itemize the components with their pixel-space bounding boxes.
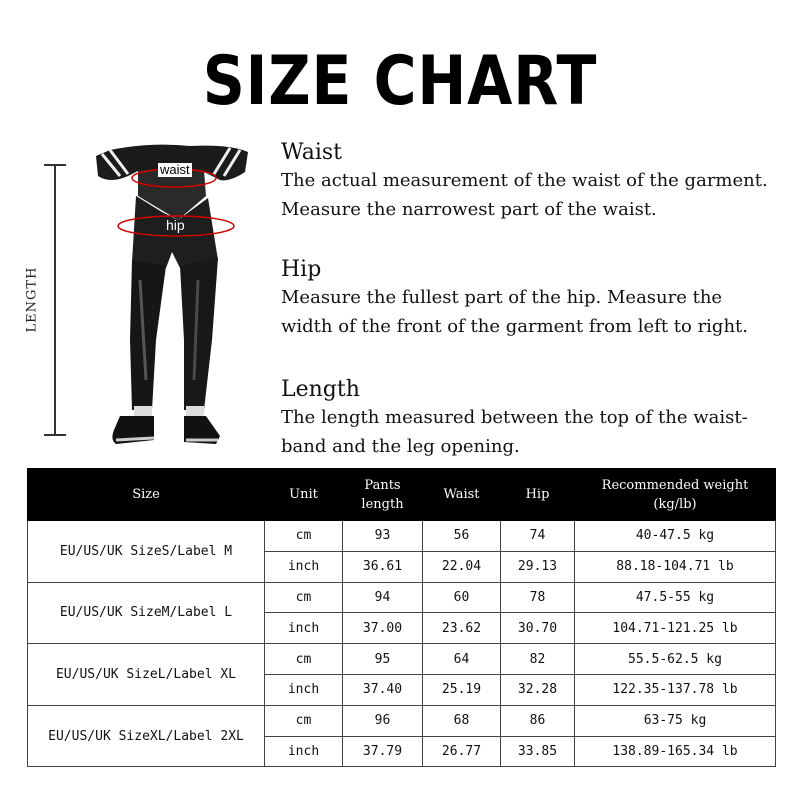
- page-title: SIZE CHART: [202, 42, 598, 121]
- length-cell: 94: [343, 582, 423, 613]
- weight-cell: 138.89-165.34 lb: [575, 736, 776, 767]
- waist-cell: 60: [423, 582, 501, 613]
- length-label: LENGTH: [24, 266, 40, 333]
- table-row: [28, 521, 776, 552]
- size-table: [27, 468, 776, 767]
- waist-cell: 56: [423, 521, 501, 552]
- unit-cell: cm: [265, 705, 343, 736]
- header-pants-length: [343, 469, 423, 521]
- hip-text-line-1: Measure the fullest part of the hip. Measure the: [281, 287, 723, 308]
- length-description: [281, 377, 791, 461]
- length-heading: Length: [281, 377, 360, 402]
- hip-cell: 82: [501, 644, 575, 675]
- waist-text-line-1: The actual measurement of the waist of the garment.: [281, 170, 768, 191]
- length-ruler-bottom-tick: [44, 434, 66, 436]
- waist-text-line-2: Measure the narrowest part of the waist.: [281, 199, 657, 220]
- unit-cell: inch: [265, 613, 343, 644]
- hip-cell: 74: [501, 521, 575, 552]
- unit-cell: cm: [265, 582, 343, 613]
- waist-cell: 22.04: [423, 551, 501, 582]
- hip-cell: 29.13: [501, 551, 575, 582]
- unit-cell: inch: [265, 674, 343, 705]
- weight-cell: 122.35-137.78 lb: [575, 674, 776, 705]
- waist-cell: 64: [423, 644, 501, 675]
- length-cell: 37.40: [343, 674, 423, 705]
- weight-cell: 40-47.5 kg: [575, 521, 776, 552]
- weight-cell: 55.5-62.5 kg: [575, 644, 776, 675]
- header-waist: Waist: [423, 469, 501, 521]
- length-cell: 36.61: [343, 551, 423, 582]
- weight-cell: 47.5-55 kg: [575, 582, 776, 613]
- length-cell: 37.00: [343, 613, 423, 644]
- size-cell: EU/US/UK SizeXL/Label 2XL: [28, 705, 265, 767]
- weight-cell: 63-75 kg: [575, 705, 776, 736]
- header-unit: Unit: [265, 469, 343, 521]
- waist-cell: 26.77: [423, 736, 501, 767]
- size-cell: EU/US/UK SizeL/Label XL: [28, 644, 265, 706]
- hip-cell: 30.70: [501, 613, 575, 644]
- table-row: [28, 582, 776, 613]
- length-cell: 37.79: [343, 736, 423, 767]
- waist-cell: 68: [423, 705, 501, 736]
- waist-heading: Waist: [281, 140, 342, 165]
- unit-cell: cm: [265, 521, 343, 552]
- hip-text-line-2: width of the front of the garment from left to right.: [281, 316, 748, 337]
- length-ruler: [54, 164, 56, 436]
- table-header-row: [28, 469, 776, 521]
- hip-cell: 32.28: [501, 674, 575, 705]
- length-text-line-1: The length measured between the top of the waist-: [281, 407, 748, 428]
- hip-tag: hip: [166, 217, 185, 233]
- waist-cell: 25.19: [423, 674, 501, 705]
- model-illustration: [80, 140, 250, 455]
- length-cell: 96: [343, 705, 423, 736]
- size-cell: EU/US/UK SizeS/Label M: [28, 521, 265, 583]
- hip-heading: Hip: [281, 257, 322, 282]
- length-ruler-top-tick: [44, 164, 66, 166]
- unit-cell: cm: [265, 644, 343, 675]
- header-weight-line-1: Recommended weight: [601, 477, 749, 493]
- hip-cell: 33.85: [501, 736, 575, 767]
- waist-description: [281, 140, 791, 224]
- length-cell: 93: [343, 521, 423, 552]
- header-pants-length-line-2: length: [361, 496, 404, 512]
- unit-cell: inch: [265, 551, 343, 582]
- header-pants-length-line-1: Pants: [364, 477, 401, 493]
- unit-cell: inch: [265, 736, 343, 767]
- header-hip: Hip: [501, 469, 575, 521]
- header-weight-line-2: (kg/lb): [653, 496, 697, 512]
- waist-cell: 23.62: [423, 613, 501, 644]
- length-cell: 95: [343, 644, 423, 675]
- waist-tag: waist: [160, 162, 190, 177]
- table-row: [28, 705, 776, 736]
- size-cell: EU/US/UK SizeM/Label L: [28, 582, 265, 644]
- header-weight: [575, 469, 776, 521]
- hip-cell: 78: [501, 582, 575, 613]
- table-row: [28, 644, 776, 675]
- hip-cell: 86: [501, 705, 575, 736]
- length-text-line-2: band and the leg opening.: [281, 436, 520, 457]
- header-size: Size: [28, 469, 265, 521]
- weight-cell: 88.18-104.71 lb: [575, 551, 776, 582]
- model-figure: [20, 140, 270, 460]
- hip-description: [281, 257, 791, 341]
- weight-cell: 104.71-121.25 lb: [575, 613, 776, 644]
